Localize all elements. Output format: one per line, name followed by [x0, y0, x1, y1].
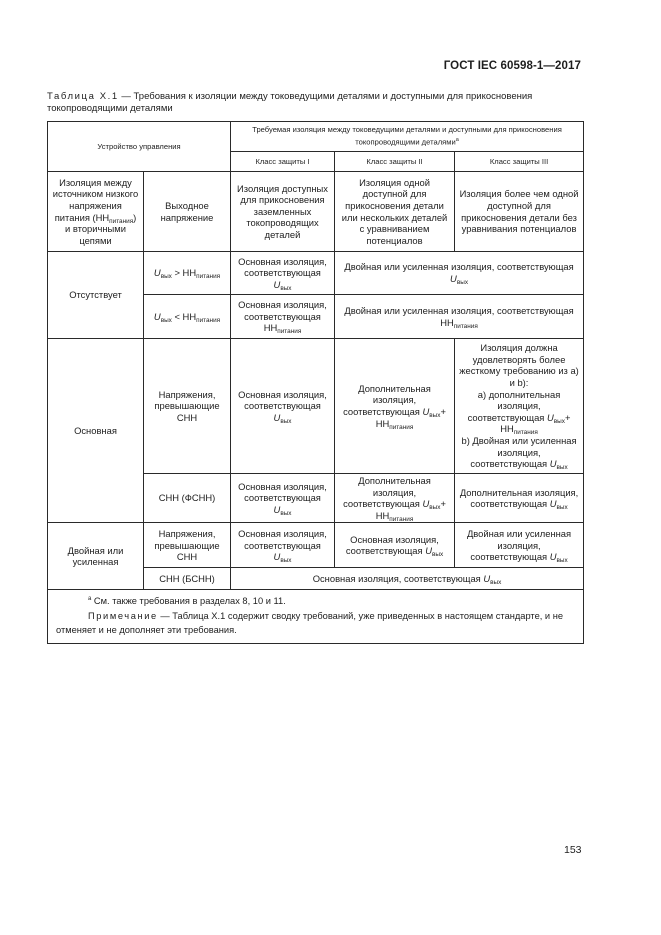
- double-label: Двойная или усиленная: [48, 523, 144, 590]
- footnote-ref: а: [455, 137, 459, 144]
- insul-heading-a: Изоляция между источником низкого напряжения питания (НН: [52, 176, 139, 223]
- basic-r1-class2: Дополнительная изоляция, соответствующая $U_{вых}+ НН_{питания}$: [335, 339, 455, 474]
- basic-r1-class1: Основная изоляция, соответствующая $U_{вых}$: [231, 339, 335, 474]
- class2-heading: Изоляция одной доступной для прикосновения детали или нескольких деталей с уравниванием потенциалов: [335, 172, 455, 252]
- header-class-3: Класс защиты III: [455, 152, 584, 172]
- double-row-1: [48, 523, 584, 568]
- double-r1-class3: Двойная или усиленная изоляция, соответствующая $U_{вых}$: [455, 523, 584, 568]
- row-heading: [48, 172, 584, 252]
- absent-r1-class23: Двойная или усиленная изоляция, соответствующая $U_{вых}$: [335, 252, 584, 295]
- double-r1-class2: Основная изоляция, соответствующая $U_{вых}$: [335, 523, 455, 568]
- footer-row: [48, 590, 584, 644]
- class3-heading: Изоляция более чем одной доступной для прикосновения детали без уравнивания потенциалов: [455, 172, 584, 252]
- absent-r2-class23: Двойная или усиленная изоляция, соответствующая $НН_{питания}$: [335, 295, 584, 339]
- insul-heading-sub: питания: [109, 217, 134, 225]
- note-text: — Таблица Х.1 содержит сводку требований, уже приведенных в настоящем стандарте, и не отменяет и не дополняет эти требования.: [56, 611, 564, 636]
- header-control-device: Устройство управления: [48, 122, 231, 172]
- class1-heading: Изоляция доступных для прикосновения заземленных токопроводящих деталей: [231, 172, 335, 252]
- table-caption: [47, 91, 585, 115]
- output-voltage-heading: Выходное напряжение: [144, 172, 231, 252]
- basic-row-1: [48, 339, 584, 474]
- basic-c3-intro: Изоляция должна удовлетворять более жесткому требованию из а) и b):: [459, 342, 579, 389]
- basic-r2-class2: Дополнительная изоляция, соответствующая $U_{вых}+ НН_{питания}$: [335, 474, 455, 523]
- page-number: 153: [564, 844, 582, 856]
- insulation-source-heading: [48, 172, 144, 252]
- footnote-mark: а: [88, 596, 92, 603]
- basic-r1-voltage: Напряжения, превышающие СНН: [144, 339, 231, 474]
- basic-r2-voltage: СНН (ФСНН): [144, 474, 231, 523]
- double-r2-class123: Основная изоляция, соответствующая $U_{вых}$: [231, 568, 584, 590]
- basic-c3-b: b) Двойная или усиленная изоляция, соответствующая $U_{вых}$: [461, 434, 577, 472]
- basic-label: Основная: [48, 339, 144, 523]
- absent-r2-class1: Основная изоляция, соответствующая $НН_{питания}$: [231, 295, 335, 339]
- header-class-2: Класс защиты II: [335, 152, 455, 172]
- table-note: [56, 609, 575, 637]
- footnote: [56, 592, 575, 608]
- footnote-text: См. также требования в разделах 8, 10 и 11.: [91, 596, 286, 607]
- caption-label: Таблица Х.1: [47, 91, 119, 102]
- double-r1-voltage: Напряжения, превышающие СНН: [144, 523, 231, 568]
- basic-c3-a: а) дополнительная изоляция, соответствующая $U_{вых}+ НН_{питания}$: [467, 388, 571, 437]
- basic-r2-class3: Дополнительная изоляция, соответствующая $U_{вых}$: [455, 474, 584, 523]
- absent-r1-voltage: $U_{вых} > НН_{питания}$: [144, 252, 231, 295]
- insul-heading-b: ) и вторичными цепями: [65, 211, 137, 246]
- note-label: Примечание: [88, 611, 158, 622]
- standard-designation: ГОСТ IEC 60598-1—2017: [443, 60, 581, 72]
- header-required-text: Требуемая изоляция между токоведущими деталями и доступными для прикосновения токопроводящими деталями: [252, 125, 562, 147]
- table-footer: [48, 590, 584, 644]
- absent-row-1: [48, 252, 584, 295]
- basic-r1-class3: [455, 339, 584, 474]
- double-r2-voltage: СНН (БСНН): [144, 568, 231, 590]
- basic-r2-class1: Основная изоляция, соответствующая $U_{вых}$: [231, 474, 335, 523]
- absent-label: Отсутствует: [48, 252, 144, 339]
- double-r1-class1: Основная изоляция, соответствующая $U_{вых}$: [231, 523, 335, 568]
- header-class-1: Класс защиты I: [231, 152, 335, 172]
- caption-text: — Требования к изоляции между токоведущими деталями и доступными для прикосновения токопроводящими деталями: [47, 91, 533, 114]
- header-row-1: [48, 122, 584, 152]
- absent-r2-voltage: $U_{вых} < НН_{питания}$: [144, 295, 231, 339]
- insulation-requirements-table: [47, 121, 584, 644]
- header-required-insulation: [231, 122, 584, 152]
- absent-r1-class1: Основная изоляция, соответствующая $U_{вых}$: [231, 252, 335, 295]
